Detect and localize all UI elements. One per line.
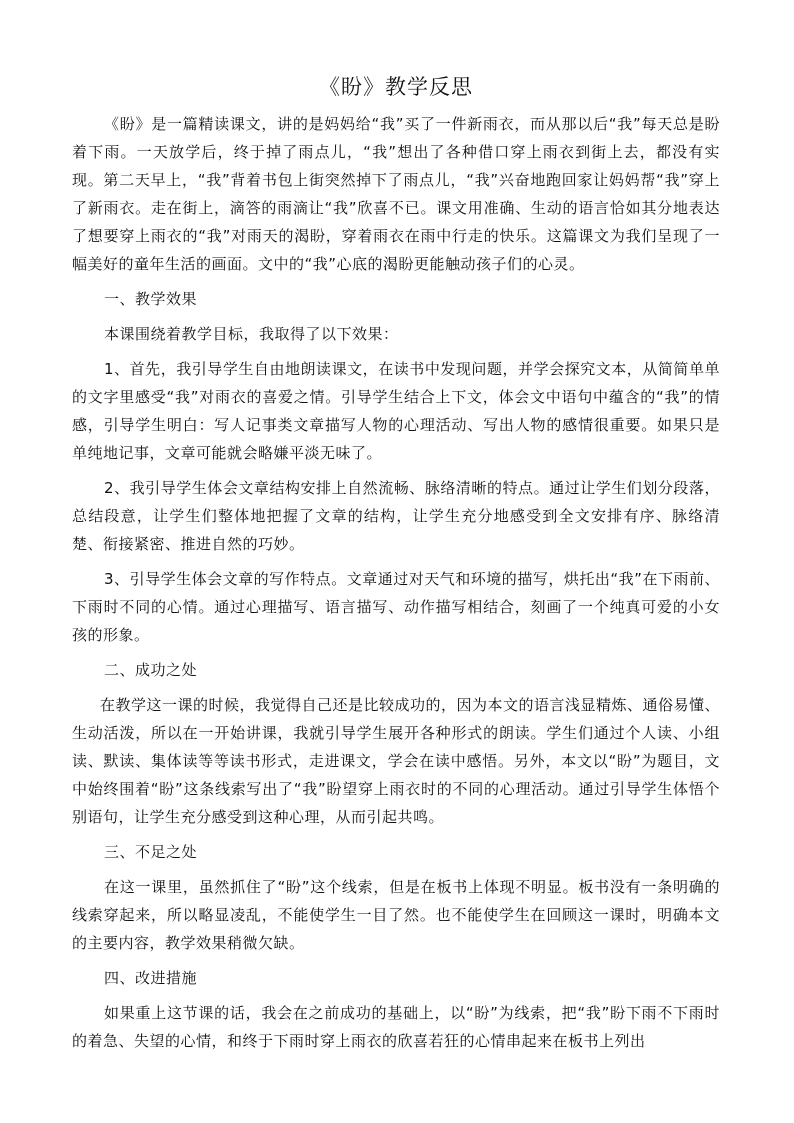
paragraph-shortcomings: 在这一课里，虽然抓住了“盼”这个线索，但是在板书上体现不明显。板书没有一条明确的线索穿起来，所以略显凌乱，不能使学生一目了然。也不能使学生在回顾这一课时，明确本文的主要内容，教学效果稍微欠缺。 <box>72 878 720 952</box>
document-title: 《盼》教学反思 <box>319 75 473 99</box>
heading-shortcomings: 三、不足之处 <box>104 843 198 861</box>
paragraph-success: 在教学这一课的时候，我觉得自己还是比较成功的，因为本文的语言浅显精炼、通俗易懂、生动活泼，所以在一开始讲课，我就引导学生展开各种形式的朗读。学生们通过个人读、小组读、默读、集体读等等读书形式，走进课文，学会在读中感悟。另外，本文以“盼”为题目，文中始终围着“盼”这条线索写出了“我”盼望穿上雨衣时的不同的心理活动。通过引导学生体悟个别语句，让学生充分感受到这种心理，从而引起共鸣。 <box>72 696 721 826</box>
paragraph-improvements: 如果重上这节课的话，我会在之前成功的基础上，以“盼”为线索，把“我”盼下雨不下雨时的着急、失望的心情，和终于下雨时穿上雨衣的欣喜若狂的心情串起来在板书上列出 <box>72 1004 720 1050</box>
paragraph-effect-2: 2、我引导学生体会文章结构安排上自然流畅、脉络清晰的特点。通过让学生们划分段落，总结段意，让学生们整体地把握了文章的结构，让学生充分地感受到全文安排有序、脉络清楚、衔接紧密、推进自然的巧妙。 <box>72 479 720 553</box>
paragraph-effect-intro: 本课围绕着教学目标，我取得了以下效果： <box>104 325 399 343</box>
heading-teaching-effect: 一、教学效果 <box>104 290 198 308</box>
heading-improvements: 四、改进措施 <box>104 969 198 987</box>
paragraph-effect-1: 1、首先，我引导学生自由地朗读课文，在读书中发现问题，并学会探究文本，从简简单单的文字里感受“我”对雨衣的喜爱之情。引导学生结合上下文，体会文中语句中蕴含的“我”的情感，引导学生明白：写人记事类文章描写人物的心理活动、写出人物的感情很重要。如果只是单纯地记事，文章可能就会略嫌平淡无味了。 <box>72 360 720 462</box>
paragraph-intro: 《盼》是一篇精读课文，讲的是妈妈给“我”买了一件新雨衣，而从那以后“我”每天总是盼着下雨。一天放学后，终于掉了雨点儿，“我”想出了各种借口穿上雨衣到街上去，都没有实现。第二天早上，“我”背着书包上街突然掉下了雨点儿，“我”兴奋地跑回家让妈妈帮“我”穿上了新雨衣。走在街上，滴答的雨滴让“我”欣喜不已。课文用准确、生动的语言恰如其分地表达了想要穿上雨衣的“我”对雨天的渴盼，穿着雨衣在雨中行走的快乐。这篇课文为我们呈现了一幅美好的童年生活的画面。文中的“我”心底的渴盼更能触动孩子们的心灵。 <box>72 115 720 273</box>
heading-success: 二、成功之处 <box>104 661 198 679</box>
paragraph-effect-3: 3、引导学生体会文章的写作特点。文章通过对天气和环境的描写，烘托出“我”在下雨前、下雨时不同的心情。通过心理描写、语言描写、动作描写相结合，刻画了一个纯真可爱的小女孩的形象。 <box>72 570 720 644</box>
document-page <box>72 70 720 1055</box>
